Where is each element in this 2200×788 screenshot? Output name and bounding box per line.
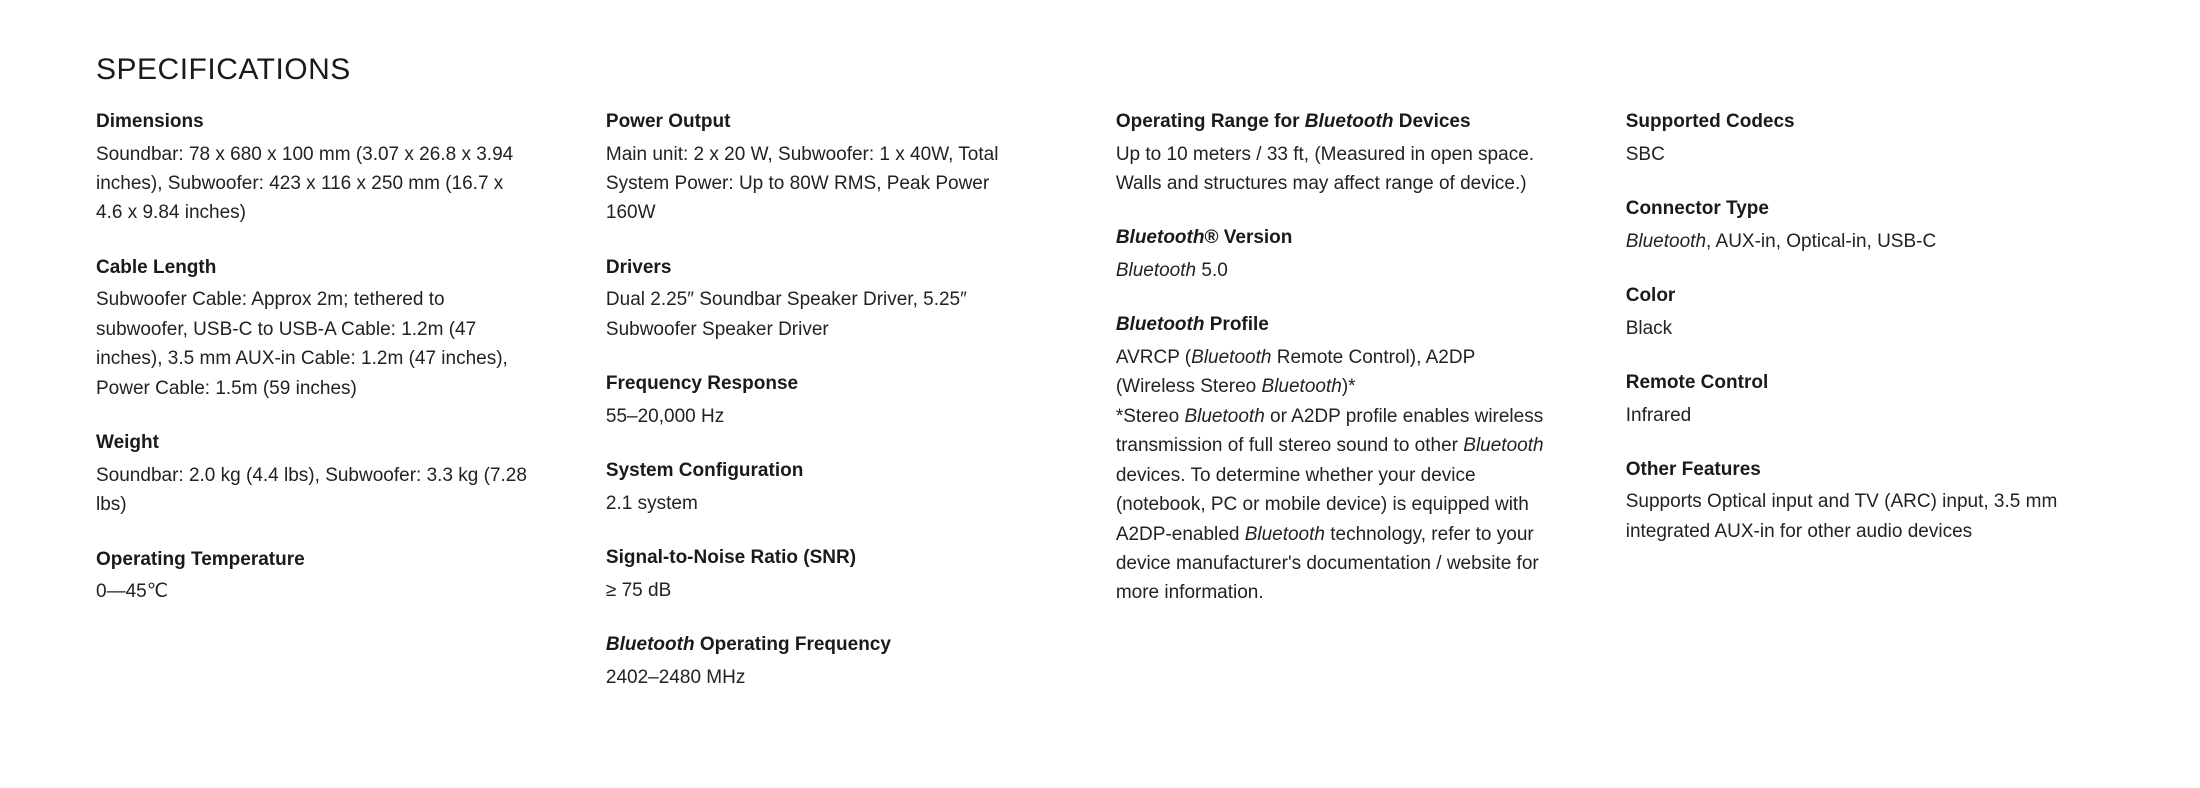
spec-item [606, 108, 1044, 228]
spec-label: Operating Temperature [96, 548, 305, 570]
spec-label: Bluetooth® Version [1115, 227, 1293, 249]
spec-item [96, 254, 534, 403]
spec-label: Connector Type [1625, 197, 1769, 219]
spec-label: Operating Range for Bluetooth Devices [1115, 111, 1471, 132]
spec-value: Black [1625, 317, 1673, 339]
spec-value: Supports Optical input and TV (ARC) input, 3.5 mm integrated AUX-in for other audio devices [1625, 491, 2058, 542]
spec-item [96, 546, 534, 607]
spec-label: Other Features [1625, 458, 1761, 480]
spec-value: Subwoofer Cable: Approx 2m; tethered to subwoofer, USB-C to USB-A Cable: 1.2m (47 inches), 3.5 mm AUX-in Cable: 1.2m (47 inches), Power Cable: 1.5m (59 inches) [96, 289, 508, 399]
spec-item [96, 108, 534, 228]
spec-item [1626, 369, 2132, 430]
spec-value: Infrared [1625, 404, 1692, 426]
spec-value: Soundbar: 78 x 680 x 100 mm (3.07 x 26.8 x 3.94 inches), Subwoofer: 423 x 116 x 250 mm (16.7 x 4.6 x 9.84 inches) [96, 143, 514, 224]
spec-item [606, 370, 1044, 431]
spec-label: Weight [96, 432, 159, 454]
spec-label: Cable Length [96, 256, 217, 278]
spec-value: Soundbar: 2.0 kg (4.4 lbs), Subwoofer: 3.3 kg (7.28 lbs) [96, 464, 527, 516]
spec-label: Frequency Response [605, 373, 799, 395]
spec-value: Dual 2.25″ Soundbar Speaker Driver, 5.25″ Subwoofer Speaker Driver [605, 289, 967, 340]
spec-value: 55–20,000 Hz [605, 405, 725, 427]
spec-item [1116, 108, 1554, 198]
spec-label: System Configuration [605, 460, 804, 482]
spec-item [1626, 108, 2132, 169]
spec-label: Remote Control [1625, 371, 1769, 393]
spec-value: SBC [1625, 143, 1665, 165]
spec-item [1116, 224, 1554, 285]
spec-label: Drivers [605, 256, 672, 278]
spec-value: Main unit: 2 x 20 W, Subwoofer: 1 x 40W, Total System Power: Up to 80W RMS, Peak Power 160W [605, 143, 999, 224]
page-title: SPECIFICATIONS [96, 53, 351, 87]
spec-item [1626, 282, 2132, 343]
spec-item [96, 429, 534, 519]
spec-item [1626, 195, 2132, 256]
spec-label: Bluetooth Operating Frequency [605, 634, 891, 656]
spec-value: Bluetooth, AUX-in, Optical-in, USB-C [1625, 230, 1937, 252]
spec-label: Dimensions [96, 111, 204, 132]
spec-item [606, 254, 1044, 344]
spec-column-3 [1116, 108, 1626, 608]
spec-label: Bluetooth Profile [1115, 314, 1269, 336]
spec-value: AVRCP (Bluetooth Remote Control), A2DP (Wireless Stereo Bluetooth)* *Stereo Bluetooth or A2DP profile enables wireless transmission of full stereo sound to other Bluetooth devices. To determine whether your device (notebook, PC or mobile device) is equipped with A2DP-enabled Bluetooth technology, refer to your device manufacturer's documentation / website for more information. [1115, 346, 1544, 604]
spec-label: Supported Codecs [1625, 111, 1795, 132]
spec-value: 2402–2480 MHz [605, 666, 746, 688]
spec-value: Up to 10 meters / 33 ft, (Measured in open space. Walls and structures may affect range of device.) [1115, 143, 1535, 194]
spec-label: Color [1625, 284, 1676, 306]
spec-value: 0—45℃ [96, 581, 169, 603]
spec-column-4 [1626, 108, 2132, 546]
specifications-columns [96, 108, 2132, 692]
spec-value: Bluetooth 5.0 [1115, 259, 1228, 281]
spec-value: ≥ 75 dB [605, 579, 672, 601]
spec-label: Signal-to-Noise Ratio (SNR) [605, 547, 857, 569]
spec-item [1116, 311, 1554, 607]
spec-value: 2.1 system [605, 492, 698, 514]
spec-item [606, 457, 1044, 518]
spec-column-2 [606, 108, 1116, 692]
spec-item [606, 544, 1044, 605]
spec-column-1 [96, 108, 606, 607]
spec-label: Power Output [605, 111, 731, 132]
spec-item [606, 631, 1044, 692]
spec-item [1626, 456, 2132, 546]
